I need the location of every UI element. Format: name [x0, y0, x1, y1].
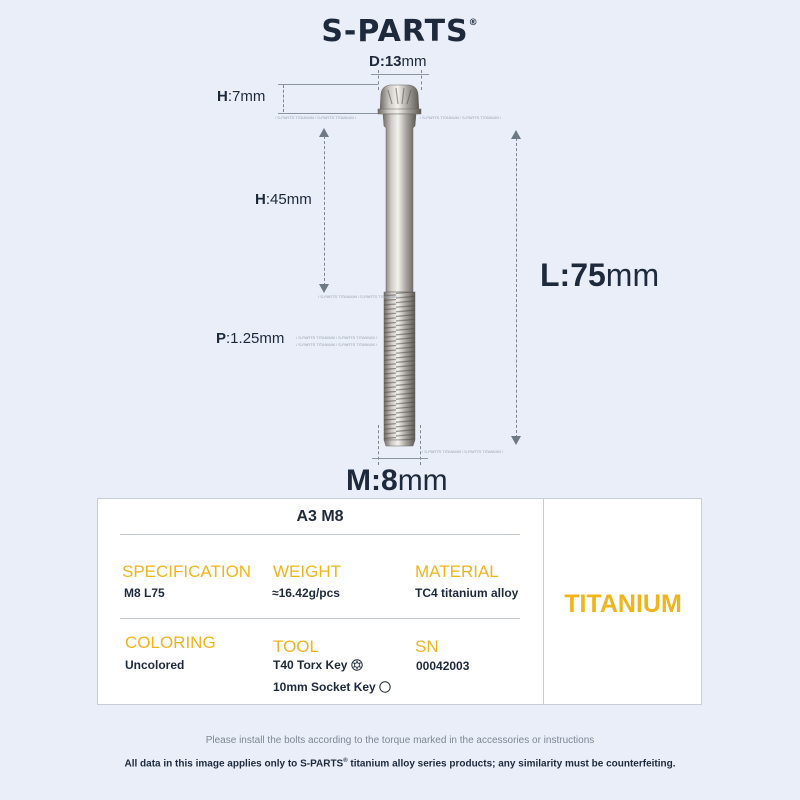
card-rule-top [120, 534, 520, 535]
material-value: TC4 titanium alloy [415, 586, 519, 600]
disclaimer-note: All data in this image applies only to S-PARTS® titanium alloy series products; any similarity must be counterfeiting. [124, 758, 676, 770]
fine-print-pitch-2: / S-PARTS TITANIUM / S-PARTS TITANIUM / [296, 342, 377, 347]
socket-key-icon [379, 681, 391, 693]
bolt-washer-face [378, 109, 421, 114]
bolt-thread-lines [384, 292, 415, 440]
thread-line [372, 458, 428, 459]
tool-label: TOOL [273, 637, 319, 656]
head-bottom-tick [278, 113, 378, 114]
thread-guide-left [378, 425, 379, 465]
weight-value: ≈16.42g/pcs [272, 586, 340, 600]
bolt-head [380, 85, 419, 112]
shank-height-line [324, 136, 325, 286]
brand-registered-mark: ® [468, 18, 479, 28]
shank-height-label: H:45mm [255, 191, 312, 208]
weight-label: WEIGHT [273, 562, 341, 581]
arrow-down-icon [319, 284, 329, 293]
fine-print-right: / S-PARTS TITANIUM / S-PARTS TITANIUM / [420, 115, 501, 120]
thread-guide-right [420, 425, 421, 465]
diameter-guide-right [421, 70, 422, 90]
card-rule-middle [120, 618, 520, 619]
diameter-guide-left [378, 70, 379, 90]
head-top-tick [278, 84, 378, 85]
torx-key-icon [351, 659, 363, 671]
coloring-value: Uncolored [125, 658, 185, 672]
fine-print-left: / S-PARTS TITANIUM / S-PARTS TITANIUM / [275, 115, 356, 120]
install-note: Please install the bolts according to the torque marked in the accessories or instructions [205, 735, 595, 746]
fine-print-thread: / S-PARTS TITANIUM / S-PARTS TITANIUM / [422, 449, 503, 454]
tool-value-socket: 10mm Socket Key [273, 680, 391, 694]
length-line [516, 138, 517, 438]
diameter-label: D:13mm [369, 53, 427, 70]
length-label: L:75mm [540, 257, 660, 293]
arrow-down-icon [511, 436, 521, 445]
coloring-label: COLORING [125, 633, 216, 652]
specification-value: M8 L75 [124, 586, 165, 600]
head-height-line [283, 85, 284, 112]
head-height-label: H:7mm [217, 88, 266, 105]
bolt-shank [383, 114, 416, 292]
pitch-label: P:1.25mm [216, 330, 285, 347]
thread-size-label: M:8mm [346, 464, 448, 497]
material-label: MATERIAL [415, 562, 499, 581]
sn-value: 00042003 [416, 659, 470, 673]
tool-value-torx: T40 Torx Key [273, 658, 363, 672]
titanium-badge: TITANIUM [564, 590, 682, 618]
fine-print-pitch-1: / S-PARTS TITANIUM / S-PARTS TITANIUM / [296, 335, 377, 340]
brand-name: S-PARTS [321, 14, 469, 49]
sn-label: SN [415, 637, 439, 656]
card-title: A3 M8 [296, 508, 344, 525]
fine-print-shank: / S-PARTS TITANIUM / S-PARTS TITANIUM / [318, 294, 399, 299]
specification-label: SPECIFICATION [122, 562, 252, 581]
bolt-tip [384, 440, 415, 446]
